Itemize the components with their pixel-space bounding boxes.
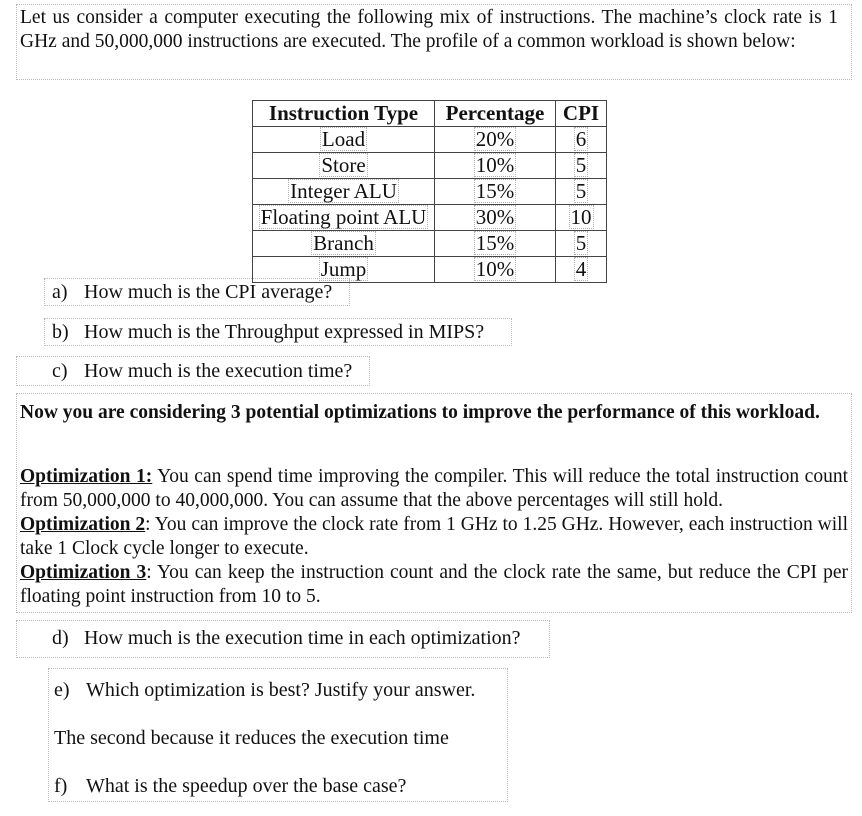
question-c-text: How much is the execution time?	[84, 360, 353, 382]
question-b	[52, 320, 484, 344]
optimization-2-title: Optimization 2	[20, 514, 146, 535]
question-b-label: b)	[52, 321, 69, 343]
table-header-row	[253, 101, 607, 127]
row-type: Store	[321, 153, 366, 177]
question-b-text: How much is the Throughput expressed in MIPS?	[84, 321, 485, 343]
question-f-label: f)	[54, 775, 68, 797]
row-percentage: 10%	[475, 257, 515, 281]
row-percentage: 15%	[475, 179, 515, 203]
row-type: Load	[321, 127, 366, 151]
question-e-label: e)	[54, 679, 70, 701]
row-percentage: 15%	[475, 231, 515, 255]
question-f	[54, 774, 406, 798]
header-percentage: Percentage	[435, 101, 556, 127]
header-cpi: CPI	[556, 101, 607, 127]
question-f-text: What is the speedup over the base case?	[86, 775, 407, 797]
optimization-2-text: : You can improve the clock rate from 1 GHz to 1.25 GHz. However, each instruction will take 1 Clock cycle longer to execute.	[20, 514, 849, 559]
optimization-3	[20, 561, 848, 609]
row-cpi: 5	[575, 153, 587, 177]
question-d	[52, 626, 521, 650]
question-e-text: Which optimization is best? Justify your answer.	[86, 679, 476, 701]
row-type: Jump	[320, 257, 367, 281]
row-cpi: 5	[575, 231, 587, 255]
row-type: Integer ALU	[290, 179, 397, 203]
question-a	[52, 280, 332, 304]
question-e	[54, 678, 475, 702]
header-instruction-type: Instruction Type	[253, 101, 435, 127]
question-c-label: c)	[52, 360, 68, 382]
optimization-1	[20, 465, 848, 513]
row-percentage: 20%	[475, 127, 515, 151]
optimization-3-text: : You can keep the instruction count and the clock rate the same, but reduce the CPI per floating point instruction from 10 to 5.	[20, 562, 848, 607]
instruction-profile-table	[252, 100, 607, 283]
question-d-text: How much is the execution time in each optimization?	[84, 627, 521, 649]
question-c	[52, 359, 352, 383]
answer-e: The second because it reduces the execution time	[54, 727, 449, 749]
table-row	[253, 179, 607, 205]
table-row	[253, 153, 607, 179]
optimization-3-title: Optimization 3	[20, 562, 147, 583]
table-row	[253, 205, 607, 231]
optimization-1-title: Optimization 1:	[20, 466, 153, 487]
intro-paragraph: Let us consider a computer executing the following mix of instructions. The machine’s clock rate is 1 GHz and 50,000,000 instructions are executed. The profile of a common workload is shown below:	[20, 7, 838, 52]
table-row	[253, 231, 607, 257]
optimizations-intro: Now you are considering 3 potential optimizations to improve the performance of this workload.	[20, 402, 820, 423]
optimization-1-text: You can spend time improving the compiler. This will reduce the total instruction count from 50,000,000 to 40,000,000. You can assume that the above percentages will still hold.	[20, 466, 848, 511]
row-percentage: 30%	[475, 205, 515, 229]
question-d-label: d)	[52, 627, 69, 649]
row-percentage: 10%	[475, 153, 515, 177]
table-row	[253, 127, 607, 153]
row-type: Branch	[313, 231, 374, 255]
row-cpi: 6	[575, 127, 587, 151]
question-a-text: How much is the CPI average?	[84, 281, 333, 303]
question-a-label: a)	[52, 281, 68, 303]
row-cpi: 10	[570, 205, 592, 229]
row-cpi: 4	[575, 257, 587, 281]
row-type: Floating point ALU	[260, 205, 427, 229]
row-cpi: 5	[575, 179, 587, 203]
optimization-2	[20, 513, 848, 561]
